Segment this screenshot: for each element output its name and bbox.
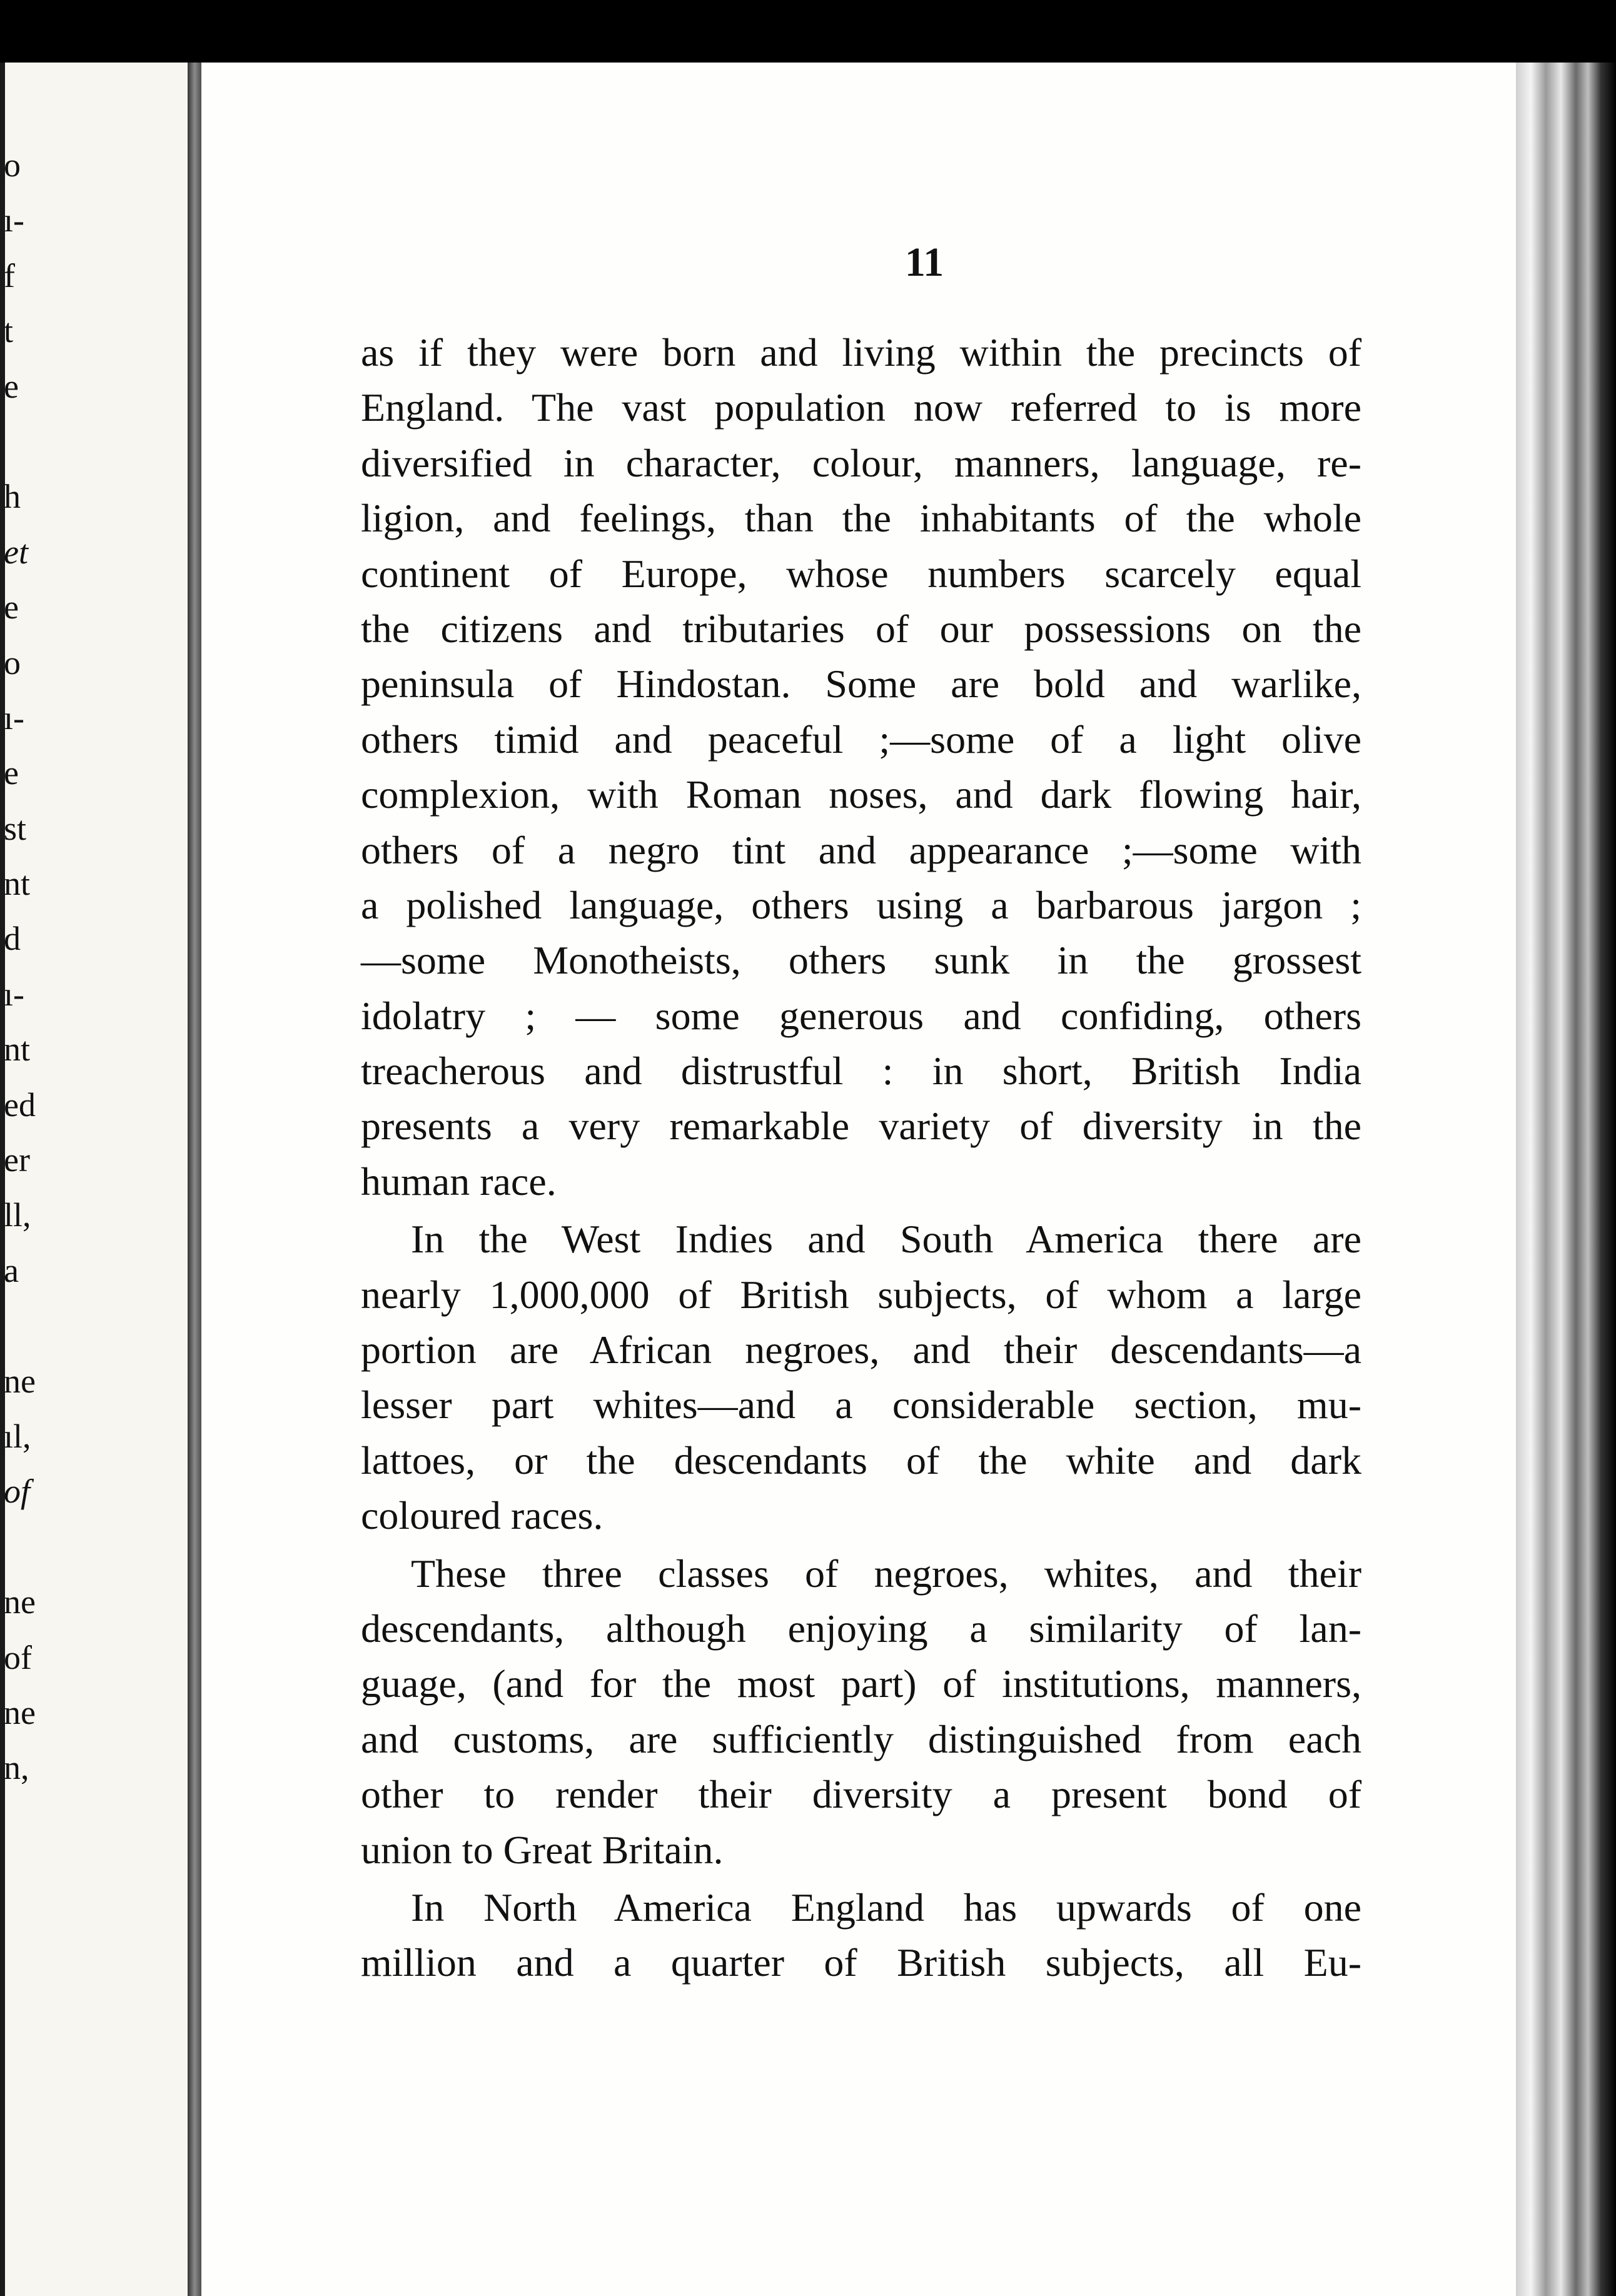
- text-line: portion are African negroes, and their descendants—a: [361, 1327, 1361, 1372]
- text-line: union to Great Britain.: [361, 1827, 724, 1872]
- fragment-line: f: [4, 256, 15, 295]
- text-line: a polished language, others using a barbarous jargon ;: [361, 882, 1361, 927]
- paragraph: [361, 325, 1361, 1209]
- fragment-line: er: [4, 1141, 30, 1179]
- text-line: others timid and peaceful ;—some of a light olive: [361, 717, 1361, 762]
- facing-page-left: [0, 63, 195, 2296]
- body-text: [361, 325, 1361, 1991]
- text-line: nearly 1,000,000 of British subjects, of whom a large: [361, 1272, 1361, 1317]
- text-line: others of a negro tint and appearance ;—some with: [361, 827, 1361, 872]
- fragment-line: ıl,: [4, 1417, 31, 1455]
- text-line: idolatry ; — some generous and confiding, others: [361, 993, 1361, 1038]
- text-line: as if they were born and living within the precincts of: [361, 330, 1361, 375]
- fragment-line: t: [4, 312, 14, 350]
- fragment-line: d: [4, 920, 21, 958]
- text-line: lattoes, or the descendants of the white and dark: [361, 1438, 1361, 1483]
- text-line: diversified in character, colour, manners, language, re-: [361, 440, 1361, 485]
- text-line: descendants, although enjoying a similarity of lan-: [361, 1606, 1361, 1651]
- fragment-line: e: [4, 367, 19, 405]
- fragment-line: et: [4, 533, 28, 571]
- fragment-line: ne: [4, 1583, 36, 1621]
- fragment-line: of: [4, 1638, 32, 1676]
- facing-page-fragments: [4, 138, 185, 1796]
- fragment-line: ne: [4, 1362, 36, 1400]
- text-line: lesser part whites—and a considerable section, mu-: [361, 1382, 1361, 1427]
- page-number: 11: [904, 239, 944, 285]
- paragraph: [361, 1212, 1361, 1543]
- fragment-line: ı-: [4, 975, 24, 1013]
- page-edge-stack: [1516, 63, 1616, 2296]
- paragraph: [361, 1880, 1361, 1991]
- text-line: England. The vast population now referred to is more: [361, 385, 1361, 430]
- text-line: and customs, are sufficiently distinguished from each: [361, 1716, 1361, 1761]
- text-line: million and a quarter of British subjects, all Eu-: [361, 1940, 1361, 1985]
- fragment-line: e: [4, 588, 19, 627]
- text-line: These three classes of negroes, whites, and their: [411, 1551, 1361, 1596]
- fragment-line: ı-: [4, 201, 24, 239]
- text-line: continent of Europe, whose numbers scarcely equal: [361, 551, 1361, 596]
- fragment-line: ll,: [4, 1196, 31, 1234]
- fragment-line: nt: [4, 865, 31, 903]
- fragment-line: h: [4, 478, 21, 516]
- fragment-line: ne: [4, 1693, 36, 1731]
- text-line: In the West Indies and South America there are: [411, 1217, 1361, 1262]
- text-line: complexion, with Roman noses, and dark flowing hair,: [361, 772, 1361, 817]
- text-line: the citizens and tributaries of our possessions on the: [361, 606, 1361, 651]
- fragment-line: of: [4, 1473, 31, 1511]
- fragment-line: e: [4, 754, 19, 792]
- paragraph: [361, 1546, 1361, 1878]
- book-page: [201, 63, 1516, 2296]
- text-line: peninsula of Hindostan. Some are bold and warlike,: [361, 662, 1361, 707]
- fragment-line: nt: [4, 1030, 31, 1069]
- text-line: presents a very remarkable variety of diversity in the: [361, 1104, 1361, 1149]
- fragment-line: o: [4, 643, 21, 682]
- text-line: treacherous and distrustful : in short, British India: [361, 1049, 1361, 1094]
- text-line: ligion, and feelings, than the inhabitants of the whole: [361, 496, 1361, 541]
- fragment-line: [4, 1298, 185, 1353]
- fragment-line: [4, 1519, 185, 1574]
- text-line: coloured races.: [361, 1493, 603, 1538]
- text-line: guage, (and for the most part) of institutions, manners,: [361, 1661, 1361, 1706]
- fragment-line: st: [4, 809, 27, 847]
- text-line: human race.: [361, 1159, 557, 1204]
- text-line: other to render their diversity a present bond of: [361, 1772, 1361, 1817]
- fragment-line: ed: [4, 1085, 36, 1124]
- scan-top-border: [0, 0, 1616, 63]
- fragment-line: [4, 414, 185, 469]
- text-line: —some Monotheists, others sunk in the grossest: [361, 938, 1361, 983]
- fragment-line: o: [4, 146, 21, 184]
- fragment-line: n,: [4, 1749, 29, 1787]
- fragment-line: ı-: [4, 698, 24, 737]
- text-line: In North America England has upwards of one: [411, 1885, 1361, 1930]
- fragment-line: a: [4, 1251, 19, 1289]
